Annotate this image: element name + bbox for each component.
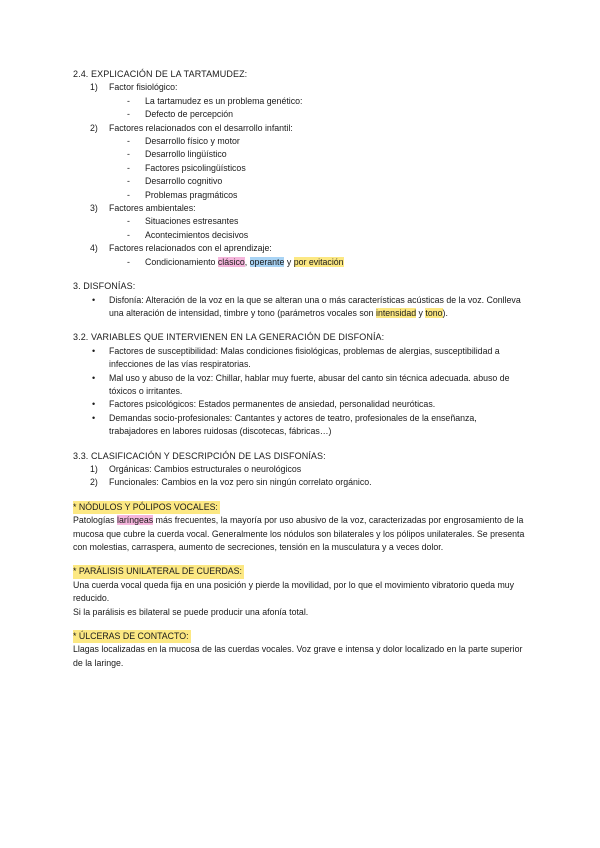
highlight-laringeas: laríngeas: [117, 515, 154, 526]
list-item: [73, 122, 528, 135]
item-label: Funcionales: Cambios en la voz pero sin ningún correlato orgánico.: [109, 477, 372, 488]
paragraph-paralisis-1: Una cuerda vocal queda fija en una posición y pierde la movilidad, por lo que el movimiento vibratorio queda muy reducido.: [73, 579, 515, 604]
highlight-clasico: clásico: [217, 256, 245, 267]
list-item: [73, 476, 528, 489]
highlight-operante: operante: [249, 256, 285, 267]
item-label: Factores relacionados con el desarrollo infantil:: [109, 122, 293, 133]
item-number: 2): [90, 122, 98, 133]
item-number: 3): [90, 203, 98, 214]
item-number: 1): [90, 82, 98, 93]
bullet-list: [73, 345, 528, 439]
list-item: - La tartamudez es un problema genético:: [73, 95, 528, 108]
numbered-list: [73, 463, 528, 490]
item-number: 1): [90, 463, 98, 474]
item-number: 4): [90, 243, 98, 254]
text-run: Disfonía: Alteración de la voz en la que se alteran una o más características acústicas de la voz. Conlleva una alteración de intensidad, timbre y tono (parámetros vocales son: [109, 294, 521, 318]
numbered-list: [73, 81, 528, 94]
section-heading-2-4: 2.4. EXPLICACIÓN DE LA TARTAMUDEZ:: [73, 69, 248, 79]
subheading-ulceras: [73, 630, 528, 643]
list-item: • Factores psicológicos: Estados permanentes de ansiedad, personalidad neuróticas.: [73, 398, 528, 411]
item-number: 2): [90, 477, 98, 488]
numbered-list: [73, 202, 528, 215]
text-run: más frecuentes, la mayoría por uso abusivo de la voz, caracterizadas por engrosamiento de la mucosa que cubre la cuerda vocal. Generalmente los nódulos son bilaterales y los pólipos unilaterales. Se presenta con molestias, carraspera, aumento de secreciones, tensión en la musculatura y a veces dolor.: [73, 515, 525, 552]
section-heading-3: 3. DISFONÍAS:: [73, 281, 136, 292]
list-item: - Problemas pragmáticos: [73, 189, 528, 202]
item-label: Factores ambientales:: [109, 203, 196, 214]
paragraph-ulceras: Llagas localizadas en la mucosa de las cuerdas vocales. Voz grave e intensa y dolor localizado en la parte superior de la laringe.: [73, 644, 523, 668]
paragraph-nodulos: [73, 514, 528, 554]
list-item: - Acontecimientos decisivos: [73, 229, 528, 242]
highlight-intensidad: intensidad: [376, 307, 417, 318]
item-label: Factor fisiológico:: [109, 82, 178, 93]
dash-list: [73, 135, 528, 202]
subheading-nodulos: [73, 501, 528, 514]
list-item: - Situaciones estresantes: [73, 215, 528, 228]
list-item: [73, 256, 528, 269]
text-run: y: [284, 256, 294, 267]
text-run: y: [416, 307, 426, 318]
item-label: Factores relacionados con el aprendizaje:: [109, 243, 272, 254]
list-item: - Defecto de percepción: [73, 108, 528, 121]
list-item: [73, 202, 528, 215]
list-item: [73, 463, 528, 476]
subheading-text: * NÓDULOS Y PÓLIPOS VOCALES:: [73, 501, 220, 514]
dash-list: [73, 256, 528, 269]
text-run: ,: [244, 256, 250, 267]
section-heading-3-3: 3.3. CLASIFICACIÓN Y DESCRIPCIÓN DE LAS DISFONÍAS:: [73, 450, 326, 461]
highlight-por-evitacion: por evitación: [293, 256, 344, 267]
highlight-tono: tono: [425, 307, 443, 318]
document-content: [73, 68, 528, 670]
dash-list: [73, 95, 528, 122]
list-item: - Desarrollo lingüístico: [73, 148, 528, 161]
text-run: ).: [442, 307, 448, 318]
numbered-list: [73, 242, 528, 255]
section-heading-3-2: 3.2. VARIABLES QUE INTERVIENEN EN LA GENERACIÓN DE DISFONÍA:: [73, 332, 385, 343]
dash-list: [73, 215, 528, 242]
list-item: • Mal uso y abuso de la voz: Chillar, hablar muy fuerte, abusar del canto sin técnica adecuada. abuso de tóxicos o irritantes.: [73, 372, 528, 399]
list-item: - Factores psicolingüísticos: [73, 162, 528, 175]
subheading-text: * ÚLCERAS DE CONTACTO:: [73, 630, 191, 643]
list-item: - Desarrollo cognitivo: [73, 175, 528, 188]
list-item: [73, 81, 528, 94]
subheading-text: * PARÁLISIS UNILATERAL DE CUERDAS:: [73, 565, 244, 578]
list-item: [73, 294, 528, 321]
item-label: Orgánicas: Cambios estructurales o neurológicos: [109, 463, 302, 474]
paragraph-paralisis-2: Si la parálisis es bilateral se puede producir una afonía total.: [73, 606, 309, 617]
text-run: Condicionamiento: [145, 256, 218, 267]
text-run: Patologías: [73, 515, 118, 526]
list-item: - Desarrollo físico y motor: [73, 135, 528, 148]
list-item: • Demandas socio-profesionales: Cantantes y actores de teatro, profesionales de la enseñanza, trabajadores en labores ruidosas (discotecas, fábricas…): [73, 412, 528, 439]
bullet-list: [73, 294, 528, 321]
numbered-list: [73, 122, 528, 135]
list-item: [73, 242, 528, 255]
list-item: • Factores de susceptibilidad: Malas condiciones fisiológicas, problemas de alergias, susceptibilidad a infecciones de las vías respiratorias.: [73, 345, 528, 372]
subheading-paralisis: [73, 565, 528, 578]
